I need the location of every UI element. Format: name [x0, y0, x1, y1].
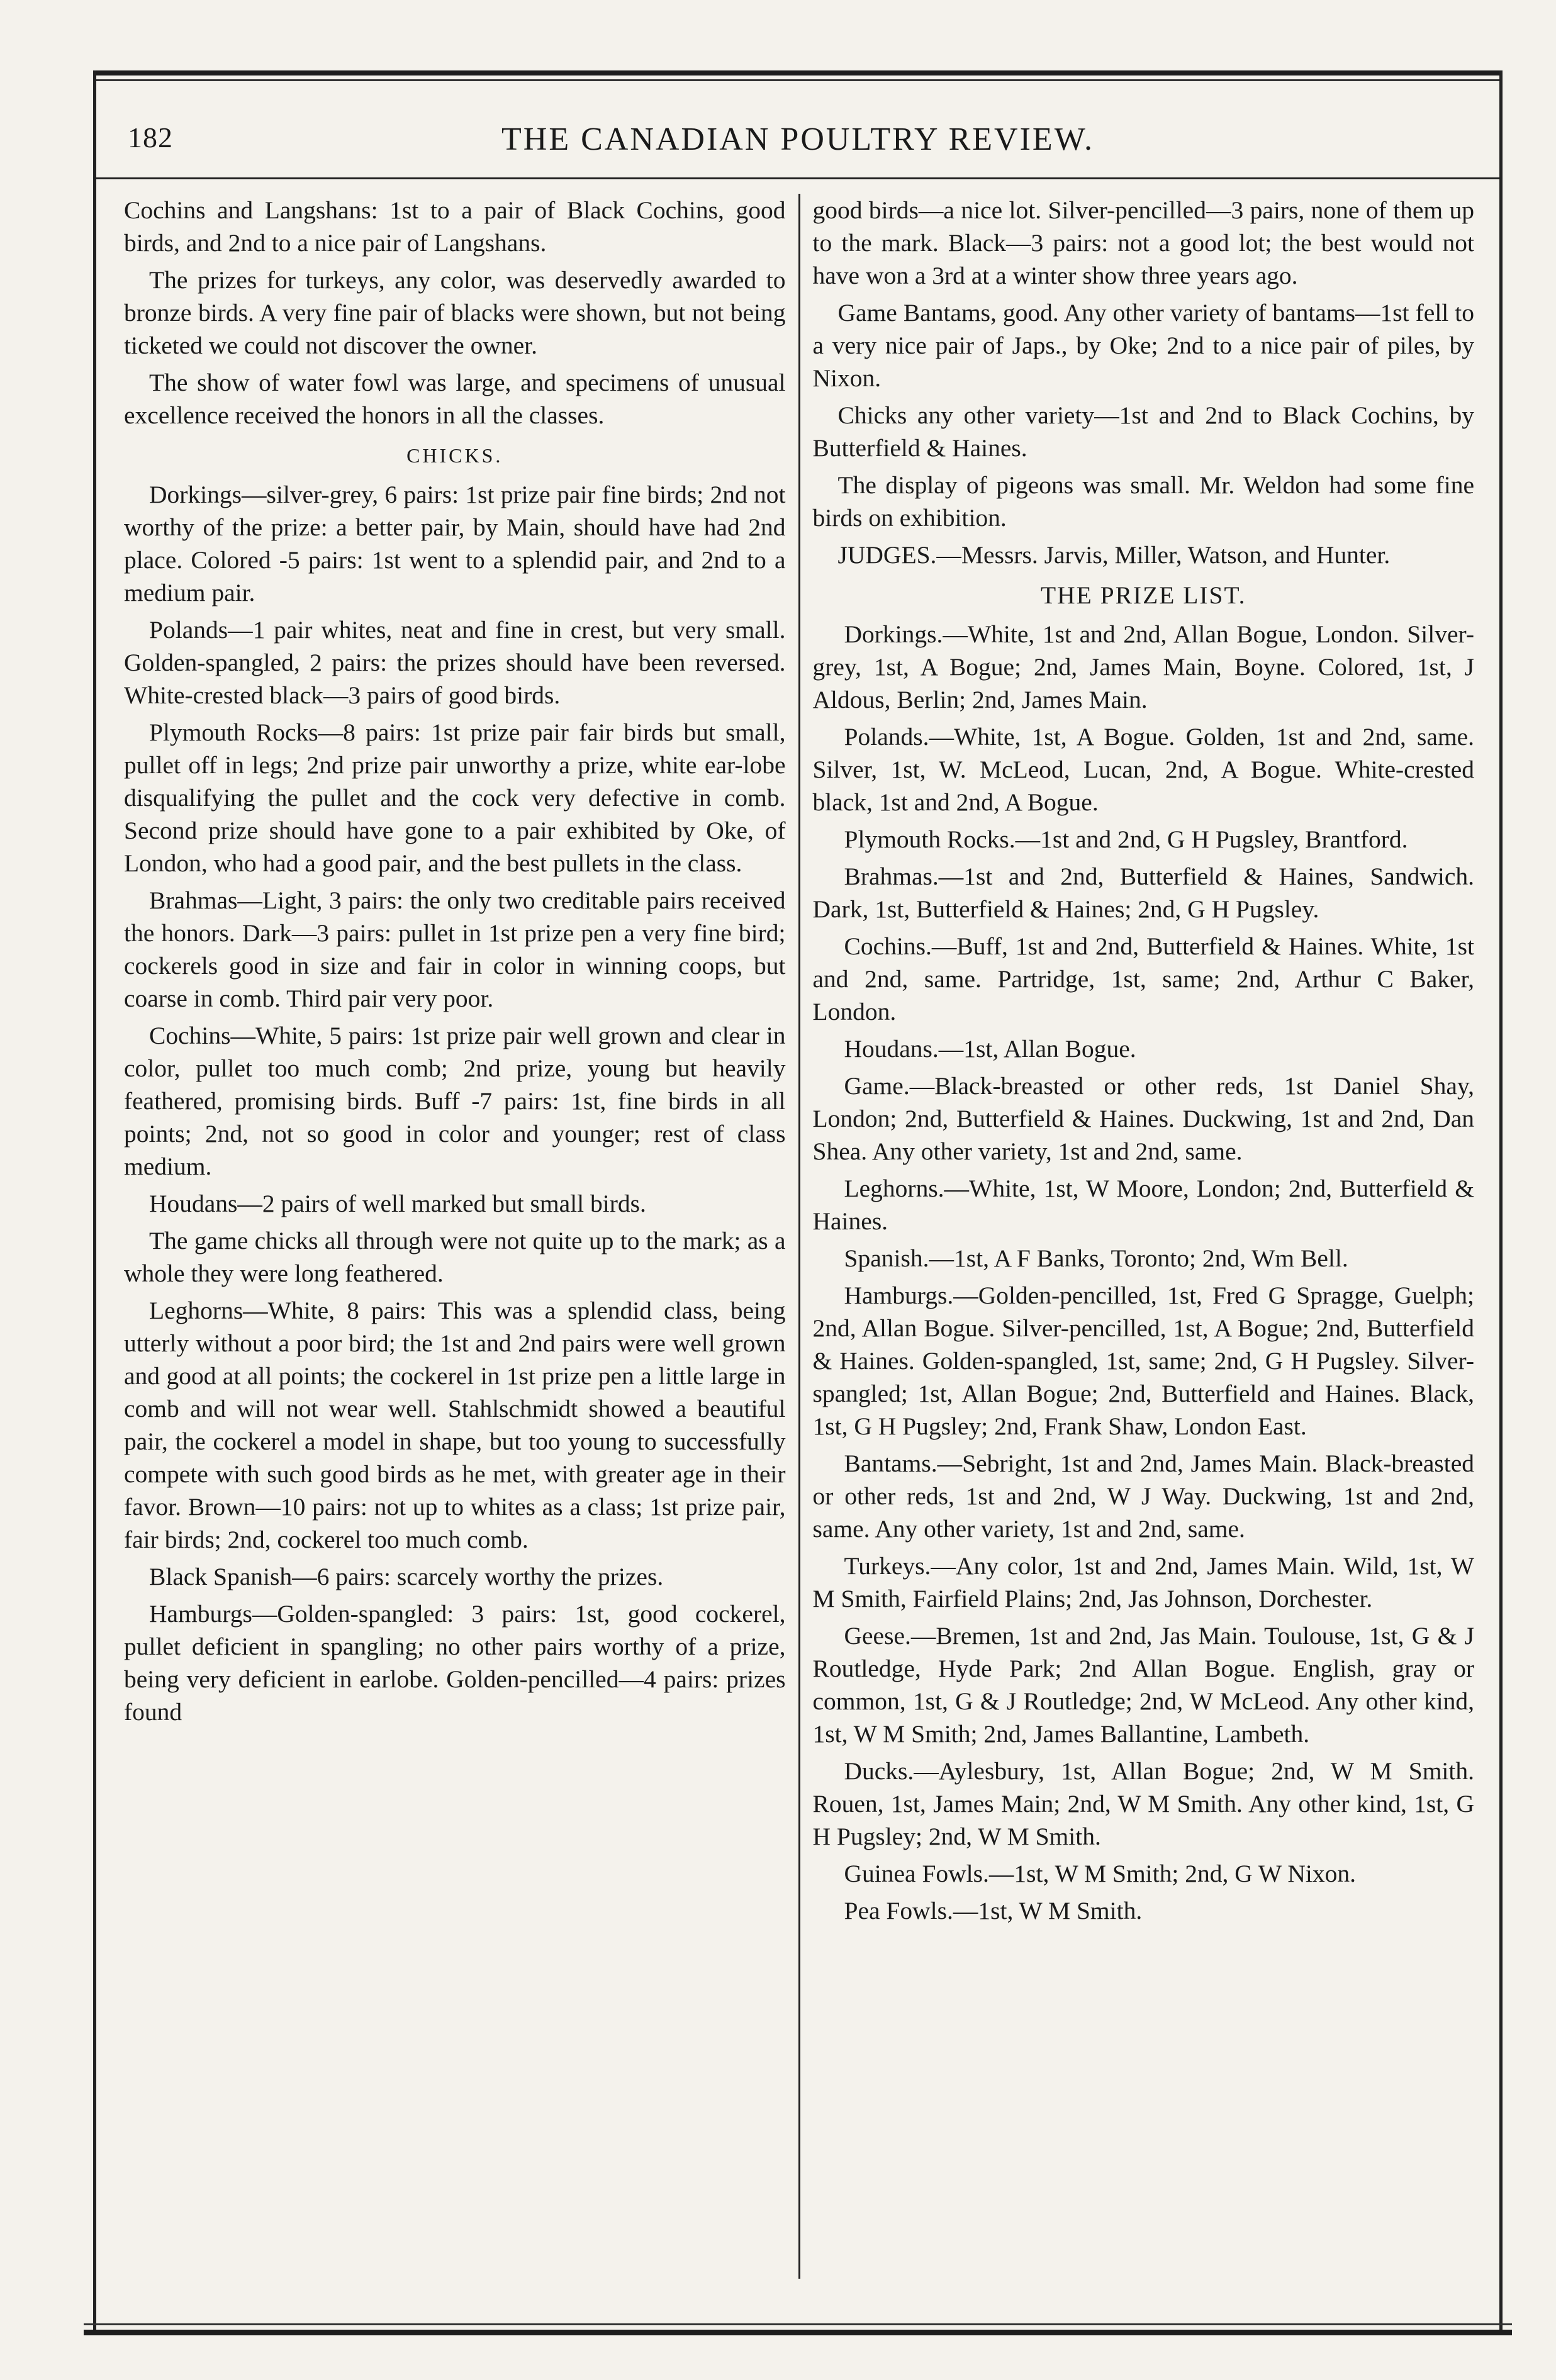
judges-paragraph: JUDGES.—Messrs. Jarvis, Miller, Watson, and Hunter.	[837, 541, 1391, 569]
prize-entry: Brahmas.—1st and 2nd, Butterfield & Haines, Sandwich. Dark, 1st, Butterfield & Haines; 2nd, G H Pugsley.	[812, 863, 1474, 923]
prize-entry: Leghorns.—White, 1st, W Moore, London; 2nd, Butterfield & Haines.	[812, 1175, 1474, 1235]
top-rule-thin	[96, 79, 1499, 81]
journal-title: THE CANADIAN POULTRY REVIEW.	[501, 121, 1094, 157]
prize-entry: Houdans.—1st, Allan Bogue.	[844, 1035, 1136, 1063]
prize-entry: Guinea Fowls.—1st, W M Smith; 2nd, G W Nixon.	[844, 1860, 1356, 1887]
prize-entry: Dorkings.—White, 1st and 2nd, Allan Bogue, London. Silver-grey, 1st, A Bogue; 2nd, James Main, Boyne. Colored, 1st, J Aldous, Berlin; 2nd, James Main.	[812, 620, 1474, 713]
prize-entry: Game.—Black-breasted or other reds, 1st Daniel Shay, London; 2nd, Butterfield & Haines. Duckwing, 1st and 2nd, Dan Shea. Any other variety, 1st and 2nd, same.	[812, 1072, 1474, 1165]
paragraph: Brahmas—Light, 3 pairs: the only two creditable pairs received the honors. Dark—3 pairs: pullet in 1st prize pen a very fine bird; cockerels good in size and fair in color in winning coops, but coarse in comb. Third pair very poor.	[124, 886, 786, 1012]
bottom-rule-thin	[84, 2323, 1512, 2325]
page-number: 182	[128, 121, 173, 154]
right-column	[798, 194, 1475, 2279]
paragraph: Houdans—2 pairs of well marked but small birds.	[149, 1190, 646, 1217]
paragraph: Chicks any other variety—1st and 2nd to Black Cochins, by Butterfield & Haines.	[812, 401, 1474, 462]
prize-entry: Hamburgs.—Golden-pencilled, 1st, Fred G Spragge, Guelph; 2nd, Allan Bogue. Silver-pencilled, 1st, A Bogue; 2nd, Butterfield & Haines. Golden-spangled, 1st, same; 2nd, G H Pugsley. Silver-spangled; 1st, Allan Bogue; 2nd, Butterfield and Haines. Black, 1st, G H Pugsley; 2nd, Frank Shaw, London East.	[812, 1282, 1474, 1440]
paragraph: The show of water fowl was large, and specimens of unusual excellence received the honors in all the classes.	[124, 369, 786, 429]
section-heading-prize-list: THE PRIZE LIST.	[1040, 581, 1246, 609]
paragraph: The game chicks all through were not quite up to the mark; as a whole they were long feathered.	[124, 1227, 786, 1287]
prize-entry: Geese.—Bremen, 1st and 2nd, Jas Main. Toulouse, 1st, G & J Routledge, Hyde Park; 2nd Allan Bogue. English, gray or common, 1st, G & J Routledge; 2nd, W McLeod. Any other kind, 1st, W M Smith; 2nd, James Ballantine, Lambeth.	[812, 1622, 1474, 1748]
bottom-rule	[84, 2330, 1512, 2335]
prize-entry: Ducks.—Aylesbury, 1st, Allan Bogue; 2nd, W M Smith. Rouen, 1st, James Main; 2nd, W M Smith. Any other kind, 1st, G H Pugsley; 2nd, W M Smith.	[812, 1757, 1474, 1850]
paragraph: Plymouth Rocks—8 pairs: 1st prize pair fair birds but small, pullet off in legs; 2nd prize pair unworthy a prize, white ear-lobe disqualifying the pullet and the cock very defective in comb. Second prize should have gone to a pair exhibited by Oke, of London, who had a good pair, and the best pullets in the class.	[124, 718, 786, 877]
paragraph: Polands—1 pair whites, neat and fine in crest, but very small. Golden-spangled, 2 pairs: the prizes should have been reversed. White-crested black—3 pairs of good birds.	[124, 616, 786, 709]
prize-entry: Pea Fowls.—1st, W M Smith.	[844, 1897, 1143, 1925]
paragraph: Dorkings—silver-grey, 6 pairs: 1st prize pair fine birds; 2nd not worthy of the prize: a better pair, by Main, should have had 2nd place. Colored -5 pairs: 1st went to a splendid pair, and 2nd to a medium pair.	[124, 481, 786, 606]
page-header	[96, 108, 1499, 179]
prize-entry: Bantams.—Sebright, 1st and 2nd, James Main. Black-breasted or other reds, 1st and 2nd, W J Way. Duckwing, 1st and 2nd, same. Any other variety, 1st and 2nd, same.	[812, 1450, 1474, 1543]
left-column	[124, 194, 798, 2279]
prize-entry: Turkeys.—Any color, 1st and 2nd, James Main. Wild, 1st, W M Smith, Fairfield Plains; 2nd, Jas Johnson, Dorchester.	[812, 1552, 1474, 1612]
prize-entry: Spanish.—1st, A F Banks, Toronto; 2nd, Wm Bell.	[844, 1244, 1348, 1272]
paragraph: Hamburgs—Golden-spangled: 3 pairs: 1st, good cockerel, pullet deficient in spangling; no other pairs worthy of a prize, being very deficient in earlobe. Golden-pencilled—4 pairs: prizes found	[124, 1600, 786, 1726]
page-frame	[93, 70, 1503, 2335]
paragraph: Cochins and Langshans: 1st to a pair of Black Cochins, good birds, and 2nd to a nice pair of Langshans.	[124, 196, 786, 257]
prize-entry: Polands.—White, 1st, A Bogue. Golden, 1st and 2nd, same. Silver, 1st, W. McLeod, Lucan, 2nd, A Bogue. White-crested black, 1st and 2nd, A Bogue.	[812, 723, 1474, 816]
paragraph: Game Bantams, good. Any other variety of bantams—1st fell to a very nice pair of Japs., by Oke; 2nd to a nice pair of piles, by Nixon.	[812, 299, 1474, 392]
paragraph: Cochins—White, 5 pairs: 1st prize pair well grown and clear in color, pullet too much comb; 2nd prize, young but heavily feathered, promising birds. Buff -7 pairs: 1st, fine birds in all points; 2nd, not so good in color and younger; rest of class medium.	[124, 1022, 786, 1180]
paragraph: The prizes for turkeys, any color, was deservedly awarded to bronze birds. A very fine pair of blacks were shown, but not being ticketed we could not discover the owner.	[124, 266, 786, 359]
section-heading-chicks: CHICKS.	[406, 444, 503, 467]
paragraph: good birds—a nice lot. Silver-pencilled—3 pairs, none of them up to the mark. Black—3 pairs: not a good lot; the best would not have won a 3rd at a winter show three years ago.	[812, 196, 1474, 289]
text-columns	[124, 194, 1474, 2279]
prize-entry: Cochins.—Buff, 1st and 2nd, Butterfield & Haines. White, 1st and 2nd, same. Partridge, 1st, same; 2nd, Arthur C Baker, London.	[812, 932, 1474, 1025]
paragraph: Black Spanish—6 pairs: scarcely worthy the prizes.	[149, 1563, 664, 1590]
paragraph: The display of pigeons was small. Mr. Weldon had some fine birds on exhibition.	[812, 471, 1474, 532]
paragraph: Leghorns—White, 8 pairs: This was a splendid class, being utterly without a poor bird; the 1st and 2nd pairs were well grown and good at all points; the cockerel in 1st prize pen a little large in comb and will not wear well. Stahlschmidt showed a beautiful pair, the cockerel a model in shape, but too young to successfully compete with such good birds as he met, with greater age in their favor. Brown—10 pairs: not up to whites as a class; 1st prize pair, fair birds; 2nd, cockerel too much comb.	[124, 1297, 786, 1553]
top-rule	[96, 70, 1499, 75]
prize-entry: Plymouth Rocks.—1st and 2nd, G H Pugsley, Brantford.	[844, 825, 1408, 853]
